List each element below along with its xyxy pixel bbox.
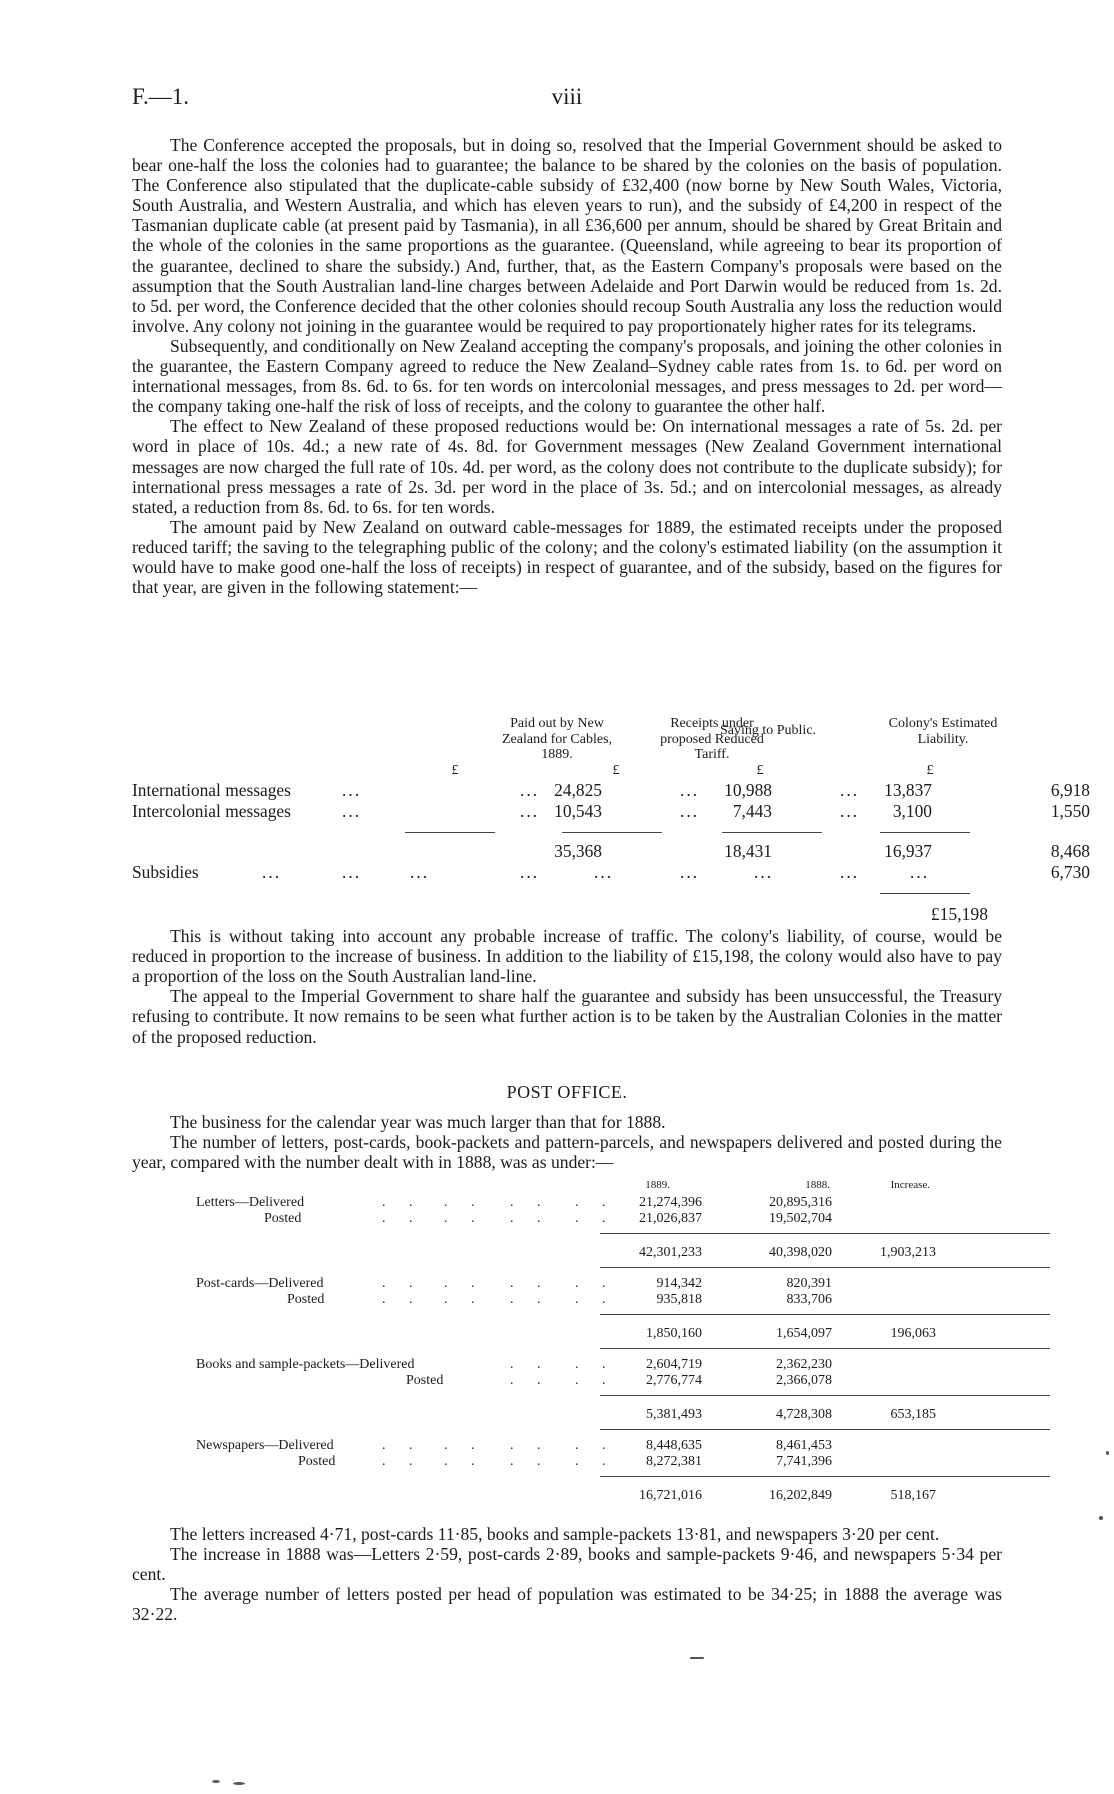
leader-dots: ...: [910, 862, 930, 882]
cell-1888: 820,391: [786, 1276, 832, 1291]
leader-dots: ...: [520, 862, 540, 882]
cell-saving: 13,837: [884, 780, 932, 800]
row-label: Posted: [406, 1373, 444, 1388]
currency-symbol: £: [612, 763, 620, 778]
cell-liability: 1,550: [1050, 801, 1090, 821]
column-header-increase: Increase.: [890, 1179, 930, 1191]
leader-dots: ...: [342, 801, 362, 821]
leader-dots: ...: [840, 862, 860, 882]
total-increase: 653,185: [890, 1407, 936, 1422]
cell-saving: 3,100: [892, 801, 932, 821]
total-saving: 16,937: [884, 841, 932, 861]
leader-dots: ...: [342, 862, 362, 882]
cell-1888: 8,461,453: [776, 1438, 832, 1453]
cell-1888: 833,706: [786, 1292, 832, 1307]
row-label: Posted: [298, 1454, 336, 1469]
cell-receipts: 7,443: [732, 801, 772, 821]
intro-text: [132, 135, 1002, 597]
row-label: Intercolonial messages: [132, 801, 291, 821]
total-paid-out: 35,368: [554, 841, 602, 861]
row-label: International messages: [132, 780, 291, 800]
scan-speck: [690, 1657, 704, 1659]
sum-rule: [562, 832, 662, 833]
column-header-1888: 1888.: [805, 1179, 830, 1191]
paragraph: The appeal to the Imperial Government to share half the guarantee and subsidy has been unsuccessful, the Treasury refusing to contribute. It now remains to be seen what further action is to be taken by the Australian Colonies in the matter of the proposed reduction.: [132, 986, 1002, 1047]
subsidies-row: [132, 862, 1090, 884]
row-label: Posted: [287, 1292, 325, 1307]
leader-dots: ...: [520, 801, 540, 821]
sum-rule: [600, 1267, 1050, 1268]
sum-rule: [880, 893, 970, 894]
page-number: viii: [551, 84, 583, 109]
cell-paid-out: 10,543: [554, 801, 602, 821]
table-row: [132, 801, 1090, 823]
total-increase: 196,063: [890, 1326, 936, 1341]
cell-1889: 914,342: [656, 1276, 702, 1291]
total-increase: 1,903,213: [880, 1245, 936, 1260]
total-1889: 16,721,016: [639, 1488, 702, 1503]
scan-speck: [233, 1782, 245, 1785]
cell-liability: 6,918: [1050, 780, 1090, 800]
sum-rule: [600, 1395, 1050, 1396]
cell-1889: 8,272,381: [646, 1454, 702, 1469]
paragraph: The increase in 1888 was—Letters 2·59, post-cards 2·89, books and sample-packets 9·46, and newspapers 5·34 per cent.: [132, 1544, 1002, 1585]
leader-dots: ...: [262, 862, 282, 882]
paragraph: The effect to New Zealand of these proposed reductions would be: On international messages a rate of 5s. 2d. per word in place of 10s. 4d.; a new rate of 4s. 8d. for Government messages (New Zealand Government international messages are now charged the full rate of 10s. 4d. per word, as the colony does not contribute to the duplicate subsidy); for international press messages a rate of 2s. 3d. per word in the place of 3s. 5d.; and on intercolonial messages, as already stated, a reduction from 8s. 6d. to 6s. for ten words.: [132, 416, 1002, 517]
cell-1888: 19,502,704: [769, 1211, 832, 1226]
sum-rule: [600, 1429, 1050, 1430]
leader-dots: . .: [444, 1195, 485, 1210]
cell-1889: 2,604,719: [646, 1357, 702, 1372]
leader-dots: . .: [382, 1454, 423, 1469]
row-label: Letters—Delivered: [196, 1195, 305, 1210]
total-receipts: 18,431: [724, 841, 772, 861]
row-label: Post-cards—Delivered: [196, 1276, 324, 1291]
leader-dots: ...: [840, 801, 860, 821]
leader-dots: . .: [382, 1292, 423, 1307]
leader-dots: . .: [510, 1292, 551, 1307]
leader-dots: . .: [444, 1454, 485, 1469]
row-label: Books and sample-packets—Delivered: [196, 1357, 415, 1372]
cell-1888: 20,895,316: [769, 1195, 832, 1210]
column-header-liability: Colony's Estimated Liability.: [888, 716, 998, 747]
paragraph: Subsequently, and conditionally on New Zealand accepting the company's proposals, and joining the other colonies in the guarantee, the Eastern Company agreed to reduce the New Zealand–Sydney cable rates from 1s. to 6d. per word on international messages, from 8s. 6d. to 6s. for ten words on intercolonial messages, and press messages to 2d. per word—the company taking one-half the risk of loss of receipts, and the colony to guarantee the other half.: [132, 335, 1002, 417]
cell-1889: 935,818: [656, 1292, 702, 1307]
total-1888: 1,654,097: [776, 1326, 832, 1341]
total-1889: 42,301,233: [639, 1245, 702, 1260]
cell-1888: 2,362,230: [776, 1357, 832, 1372]
leader-dots: . .: [575, 1276, 616, 1291]
leader-dots: ...: [840, 780, 860, 800]
leader-dots: . .: [575, 1438, 616, 1453]
cell-1889: 2,776,774: [646, 1373, 702, 1388]
total-increase: 518,167: [890, 1488, 936, 1503]
leader-dots: . .: [444, 1211, 485, 1226]
section-title-post-office: POST OFFICE.: [506, 1082, 628, 1102]
leader-dots: . .: [510, 1357, 551, 1372]
statement-commentary: [132, 904, 1002, 1047]
total-1888: 16,202,849: [769, 1488, 832, 1503]
closing-text: [132, 1524, 1002, 1624]
leader-dots: ...: [680, 801, 700, 821]
leader-dots: . .: [575, 1454, 616, 1469]
total-1889: 5,381,493: [646, 1407, 702, 1422]
sum-rule: [600, 1348, 1050, 1349]
scan-speck: [1106, 1451, 1109, 1455]
total-1888: 40,398,020: [769, 1245, 832, 1260]
row-label: Newspapers—Delivered: [196, 1438, 334, 1453]
leader-dots: ...: [410, 862, 430, 882]
paragraph: The average number of letters posted per head of population was estimated to be 34·25; in 1888 the average was 32·22.: [132, 1584, 1002, 1625]
page-header: [132, 84, 1002, 114]
cell-1888: 2,366,078: [776, 1373, 832, 1388]
leader-dots: . .: [575, 1292, 616, 1307]
scan-speck: [212, 1780, 220, 1783]
row-label: Posted: [264, 1211, 302, 1226]
cell-paid-out: 24,825: [554, 780, 602, 800]
total-1888: 4,728,308: [776, 1407, 832, 1422]
column-header-paid-out: Paid out by New Zealand for Cables, 1889.: [502, 716, 613, 762]
currency-symbol: £: [926, 763, 934, 778]
leader-dots: ...: [342, 780, 362, 800]
leader-dots: . .: [444, 1276, 485, 1291]
total-liability: 8,468: [1050, 841, 1090, 861]
grand-total: £15,198: [930, 904, 988, 924]
table-row: [132, 780, 1090, 802]
sum-rule: [405, 832, 495, 833]
sum-rule: [600, 1233, 1050, 1234]
leader-dots: . .: [382, 1211, 423, 1226]
column-header-receipts: Receipts under proposed Reduced Tariff.: [660, 716, 764, 762]
cell-receipts: 10,988: [724, 780, 772, 800]
leader-dots: . .: [510, 1276, 551, 1291]
leader-dots: . .: [575, 1373, 616, 1388]
paragraph: The letters increased 4·71, post-cards 11·85, books and sample-packets 13·81, and newspapers 3·20 per cent.: [170, 1524, 940, 1544]
leader-dots: . .: [444, 1292, 485, 1307]
cell-1888: 7,741,396: [776, 1454, 832, 1469]
leader-dots: . .: [510, 1373, 551, 1388]
leader-dots: . .: [382, 1276, 423, 1291]
leader-dots: . .: [575, 1357, 616, 1372]
cell-1889: 8,448,635: [646, 1438, 702, 1453]
leader-dots: ...: [754, 862, 774, 882]
sum-rule: [880, 832, 970, 833]
leader-dots: . .: [575, 1211, 616, 1226]
column-header-1889: 1889.: [645, 1179, 670, 1191]
leader-dots: . .: [575, 1195, 616, 1210]
leader-dots: ...: [680, 780, 700, 800]
subsidies-value: 6,730: [1050, 862, 1090, 882]
leader-dots: . .: [444, 1438, 485, 1453]
cell-1889: 21,026,837: [639, 1211, 702, 1226]
paragraph: The number of letters, post-cards, book-packets and pattern-parcels, and newspapers delivered and posted during the year, compared with the number dealt with in 1888, was as under:—: [132, 1132, 1002, 1172]
leader-dots: . .: [510, 1454, 551, 1469]
paragraph: This is without taking into account any probable increase of traffic. The colony's liability, of course, would be reduced in proportion to the increase of business. In addition to the liability of £15,198, the colony would also have to pay a proportion of the loss on the South Australian land-line.: [132, 926, 1002, 987]
sum-rule: [722, 832, 822, 833]
totals-row: [132, 841, 1090, 863]
row-label: Subsidies: [132, 862, 199, 882]
document-reference: F.—1.: [132, 84, 189, 109]
leader-dots: ...: [594, 862, 614, 882]
leader-dots: . .: [510, 1211, 551, 1226]
column-header-saving: Saving to Public.: [719, 723, 817, 738]
currency-symbol: £: [756, 763, 764, 778]
paragraph: The amount paid by New Zealand on outward cable-messages for 1889, the estimated receipts under the proposed reduced tariff; the saving to the telegraphing public of the colony; and the colony's estimated liability (on the assumption it would have to make good one-half the loss of receipts) in respect of guarantee, and of the subsidy, based on the figures for that year, are given in the following statement:—: [132, 516, 1002, 598]
leader-dots: . .: [382, 1438, 423, 1453]
sum-rule: [600, 1314, 1050, 1315]
leader-dots: . .: [510, 1438, 551, 1453]
cell-1889: 21,274,396: [639, 1195, 702, 1210]
currency-symbol: £: [451, 763, 459, 778]
paragraph: The Conference accepted the proposals, but in doing so, resolved that the Imperial Government should be asked to bear one-half the loss the colonies had to guarantee; the balance to be shared by the colonies on the basis of population. The Conference also stipulated that the duplicate-cable subsidy of £32,400 (now borne by New South Wales, Victoria, South Australia, and Western Australia, and which has eleven years to run), and the subsidy of £4,200 in respect of the Tasmanian duplicate cable (at present paid by Tasmania), in all £36,600 per annum, should be shared by Great Britain and the whole of the colonies in the same proportions as the guarantee. (Queensland, while agreeing to bear its proportion of the guarantee, declined to share the subsidy.) And, further, that, as the Eastern Company's proposals were based on the assumption that the South Australian land-line charges between Adelaide and Port Darwin would be reduced from 1s. 2d. to 5d. per word, the Conference decided that the other colonies should recoup South Australia any loss the reduction would involve. Any colony not joining in the guarantee would be required to pay proportionately higher rates for its telegrams.: [132, 135, 1002, 336]
leader-dots: ...: [680, 862, 700, 882]
scan-speck: [1099, 1516, 1103, 1520]
leader-dots: ...: [520, 780, 540, 800]
total-1889: 1,850,160: [646, 1326, 702, 1341]
leader-dots: . .: [510, 1195, 551, 1210]
paragraph: The business for the calendar year was much larger than that for 1888.: [170, 1112, 666, 1132]
sum-rule: [600, 1476, 1050, 1477]
post-office-intro: [132, 1112, 1002, 1172]
leader-dots: . .: [382, 1195, 423, 1210]
